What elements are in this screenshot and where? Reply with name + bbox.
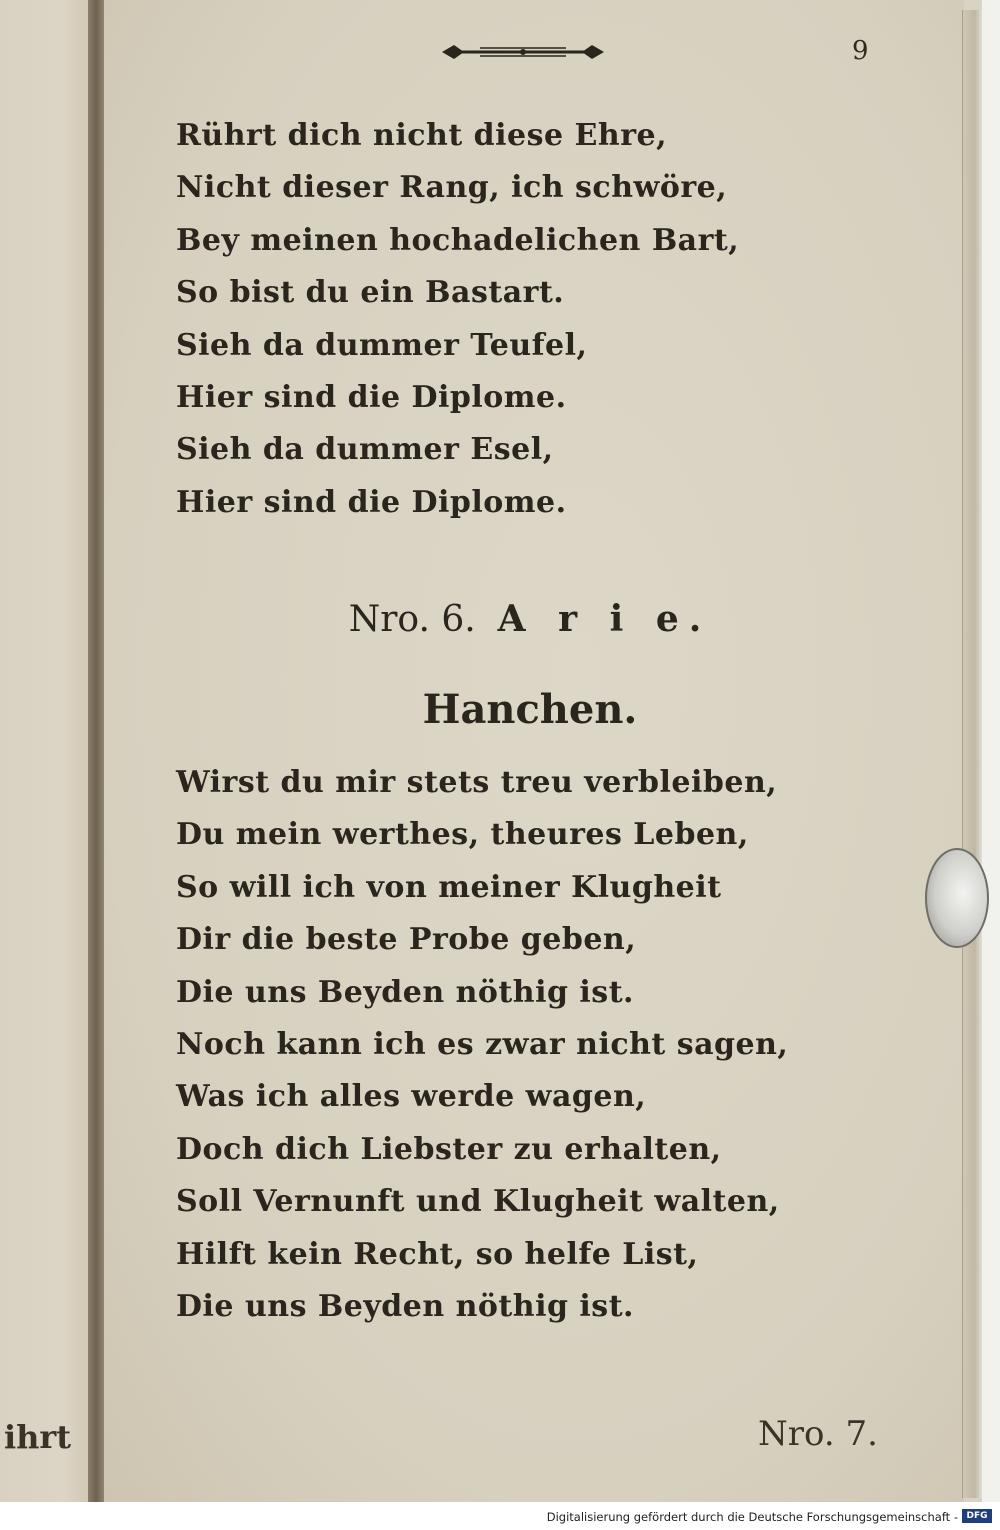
verse-line: Bey meinen hochadelichen Bart, bbox=[176, 222, 740, 258]
verse-line: Nicht dieser Rang, ich schwöre, bbox=[176, 170, 728, 206]
verse-line: Sieh da dummer Teufel, bbox=[176, 327, 588, 363]
section-number: Nro. 6. bbox=[348, 599, 476, 640]
speaker-name: Hanchen. bbox=[422, 686, 638, 733]
page-edge bbox=[962, 10, 983, 1498]
verse-line: Wirst du mir stets treu verbleiben, bbox=[176, 765, 778, 800]
verse-line: Die uns Beyden nöthig ist. bbox=[176, 1288, 634, 1324]
stanza-2 bbox=[176, 757, 788, 1333]
verse-line: Rührt dich nicht diese Ehre, bbox=[176, 118, 668, 153]
verse-line: Hilft kein Recht, so helfe List, bbox=[176, 1236, 699, 1272]
footer-bar bbox=[0, 1502, 1000, 1530]
left-page bbox=[0, 0, 92, 1502]
section-title: A r i e. bbox=[497, 598, 712, 640]
verse-line: Noch kann ich es zwar nicht sagen, bbox=[176, 1026, 789, 1062]
verse-line: So bist du ein Bastart. bbox=[176, 275, 565, 311]
scan-margin bbox=[982, 0, 1000, 1502]
verse-line: So will ich von meiner Klugheit bbox=[176, 869, 722, 905]
verse-line: Du mein werthes, theures Leben, bbox=[176, 817, 749, 853]
verse-line: Sieh da dummer Esel, bbox=[176, 432, 554, 468]
footer-credit: Digitalisierung gefördert durch die Deutsche Forschungsgemeinschaft - bbox=[546, 1510, 958, 1524]
verse-line: Doch dich Liebster zu erhalten, bbox=[176, 1131, 722, 1167]
verse-line: Dir die beste Probe geben, bbox=[176, 922, 637, 958]
page-clip bbox=[925, 848, 989, 948]
verse-line: Hier sind die Diplome. bbox=[176, 484, 567, 520]
page-number: 9 bbox=[852, 36, 869, 66]
verse-line: Soll Vernunft und Klugheit walten, bbox=[176, 1184, 780, 1220]
verse-line: Was ich alles werde wagen, bbox=[176, 1079, 647, 1115]
left-page-catchword: ihrt bbox=[4, 1418, 72, 1456]
catchword: Nro. 7. bbox=[758, 1414, 878, 1454]
section-heading bbox=[0, 598, 1000, 640]
stanza-1 bbox=[176, 110, 739, 529]
ornament-rule-icon bbox=[440, 38, 606, 66]
dfg-logo: DFG bbox=[962, 1509, 992, 1523]
verse-line: Hier sind die Diplome. bbox=[176, 379, 567, 415]
verse-line: Die uns Beyden nöthig ist. bbox=[176, 974, 634, 1010]
